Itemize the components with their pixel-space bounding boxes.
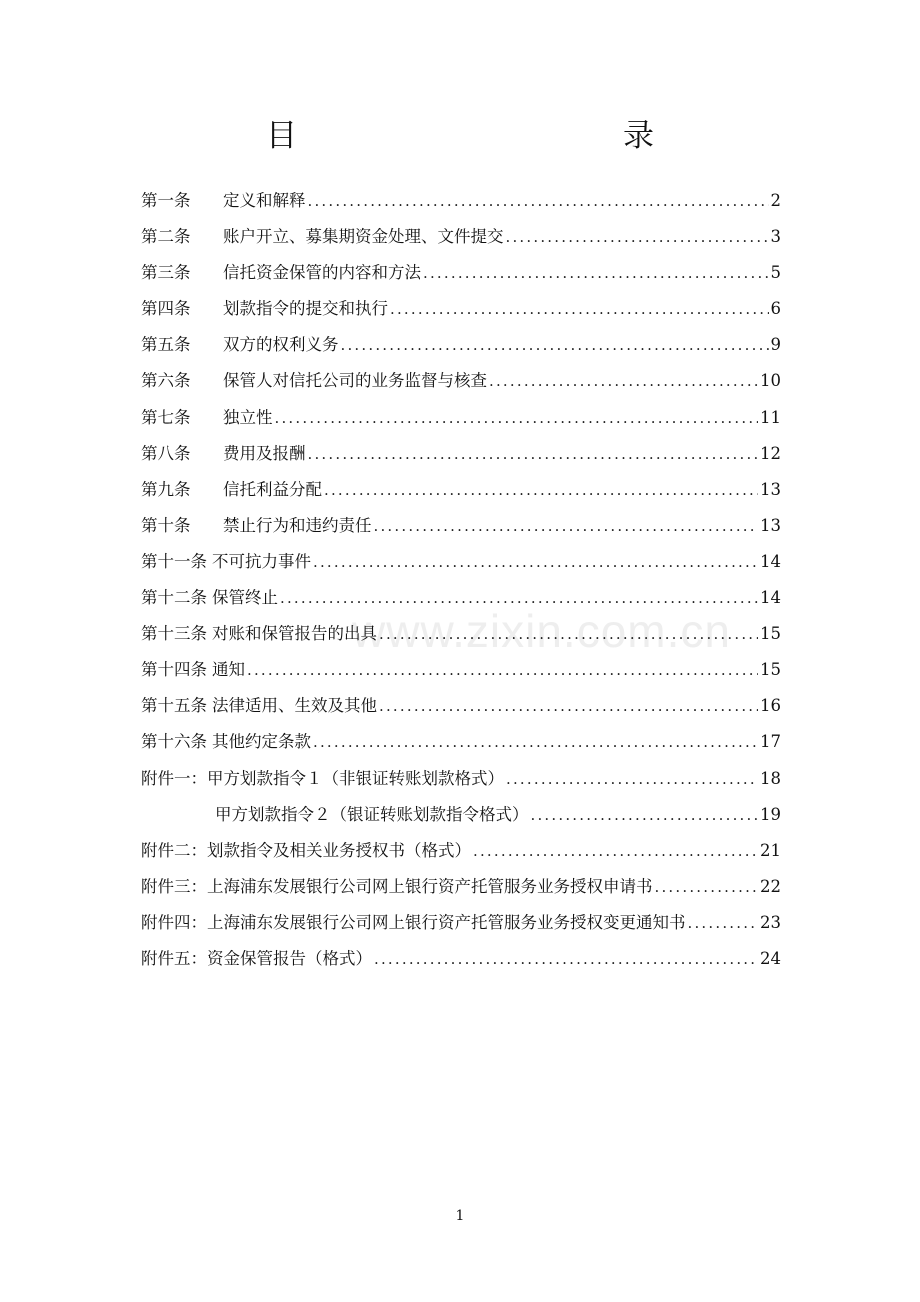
toc-entry-page: 17 [760,732,781,752]
toc-entry[interactable] [141,652,781,688]
toc-entry-page: 13 [760,515,781,535]
toc-entry-title: 费用及报酬 [223,443,306,463]
dot-leader [313,544,758,580]
toc-entry-number: 第十三条 [141,624,207,644]
toc-entry-page: 9 [770,335,781,355]
toc-entry[interactable] [141,688,781,724]
toc-entry-page: 12 [760,443,781,463]
toc-entry-number: 第五条 [141,335,191,355]
toc-entry-title: 上海浦东发展银行公司网上银行资产托管服务业务授权申请书 [207,876,653,896]
toc-entry-number: 附件四： [141,912,207,932]
toc-entry-title: 独立性 [223,407,273,427]
toc-entry-number: 第十条 [141,515,191,535]
toc-entry-title: 禁止行为和违约责任 [223,515,372,535]
toc-entry-title: 划款指令的提交和执行 [223,299,388,319]
toc-entry[interactable] [141,544,781,580]
dot-leader [688,905,759,941]
dot-leader [280,580,758,616]
dot-leader [423,255,769,291]
toc-entry[interactable] [141,869,781,905]
dot-leader [275,400,759,436]
toc-entry-number: 附件一： [141,768,207,788]
dot-leader [390,291,769,327]
dot-leader [308,436,759,472]
toc-entry[interactable] [141,616,781,652]
page-number: 1 [455,1208,465,1224]
dot-leader [473,833,758,869]
toc-entry[interactable] [141,255,781,291]
toc-entry-number: 第三条 [141,263,191,283]
toc-entry-page: 10 [760,371,781,391]
toc-entry[interactable] [141,472,781,508]
toc-entry-title: 上海浦东发展银行公司网上银行资产托管服务业务授权变更通知书 [207,912,686,932]
toc-entry[interactable] [141,363,781,399]
dot-leader [308,183,769,219]
toc-entry-page: 14 [760,551,781,571]
toc-entry[interactable] [141,327,781,363]
toc-entry-number: 第四条 [141,299,191,319]
toc-entry-number: 第十一条 [141,551,207,571]
toc-entry-number: 第十四条 [141,660,207,680]
dot-leader [379,616,758,652]
toc-entry-title: 信托资金保管的内容和方法 [223,263,421,283]
toc-entry-title: 保管人对信托公司的业务监督与核查 [223,371,487,391]
toc-entry-number: 第九条 [141,479,191,499]
toc-entry-page: 11 [760,407,781,427]
toc-entry-title: 甲方划款指令２（银证转账划款指令格式） [215,804,529,824]
dot-leader [313,724,758,760]
toc-entry-title: 定义和解释 [223,191,306,210]
toc-entry[interactable] [141,724,781,760]
dot-leader [379,688,758,724]
toc-entry[interactable] [141,436,781,472]
toc-entry-page: 19 [760,804,781,824]
dot-leader [341,327,769,363]
dot-leader [531,797,759,833]
toc-entry-page: 21 [760,840,781,860]
toc-entry[interactable] [141,941,781,977]
dot-leader [374,941,758,977]
toc-entry-page: 15 [760,624,781,644]
toc-entry[interactable] [141,761,781,797]
toc-entry-title: 甲方划款指令１（非银证转账划款格式） [207,768,504,788]
toc-entry-page: 22 [760,876,781,896]
toc-entry-page: 6 [770,299,781,319]
toc-entry-page: 24 [760,948,781,968]
dot-leader [489,363,758,399]
toc-entry[interactable] [141,291,781,327]
toc-entry-number: 附件三： [141,876,207,896]
toc-entry-title: 对账和保管报告的出具 [212,624,377,644]
dot-leader [506,761,758,797]
toc-entry-number: 第十五条 [141,696,207,716]
toc-entry-title: 通知 [212,660,245,680]
toc-entry-number: 附件二： [141,840,207,860]
toc-entry-page: 5 [770,263,781,283]
toc-entry-page: 2 [770,191,781,210]
toc-entry-title: 法律适用、生效及其他 [212,696,377,716]
toc-entry-page: 14 [760,588,781,608]
toc-entry-page: 23 [760,912,781,932]
dot-leader [506,219,769,255]
toc-entry-title: 信托利益分配 [223,479,322,499]
dot-leader [374,508,759,544]
toc-entry-number: 第十六条 [141,732,207,752]
toc-entry-number: 附件五： [141,948,207,968]
watermark: www.zixin.com.cn [352,605,731,657]
toc-entry-number: 第七条 [141,407,191,427]
dot-leader [655,869,759,905]
page-title: 目 录 [266,118,742,154]
toc-entry-title: 划款指令及相关业务授权书（格式） [207,840,471,860]
toc-entry-number: 第二条 [141,227,191,247]
toc-entry-page: 16 [760,696,781,716]
toc-entry-number: 第六条 [141,371,191,391]
toc-entry-title: 账户开立、募集期资金处理、文件提交 [223,227,504,247]
toc-entry[interactable] [141,508,781,544]
toc-entry-title: 不可抗力事件 [212,551,311,571]
table-of-contents [141,183,781,977]
toc-entry-page: 18 [760,768,781,788]
toc-entry-title: 资金保管报告（格式） [207,948,372,968]
toc-entry[interactable] [141,219,781,255]
toc-entry-title: 其他约定条款 [212,732,311,752]
toc-entry[interactable] [141,580,781,616]
toc-entry-number: 第十二条 [141,588,207,608]
toc-entry-title: 双方的权利义务 [223,335,339,355]
toc-entry[interactable] [141,833,781,869]
toc-entry-title: 保管终止 [212,588,278,608]
dot-leader [247,652,758,688]
toc-entry[interactable] [141,183,781,219]
toc-entry-page: 3 [770,227,781,247]
dot-leader [324,472,758,508]
toc-entry[interactable] [141,797,781,833]
toc-entry-number: 第八条 [141,443,191,463]
toc-entry-page: 13 [760,479,781,499]
toc-entry-page: 15 [760,660,781,680]
toc-entry[interactable] [141,400,781,436]
toc-entry-number: 第一条 [141,191,191,210]
toc-entry[interactable] [141,905,781,941]
